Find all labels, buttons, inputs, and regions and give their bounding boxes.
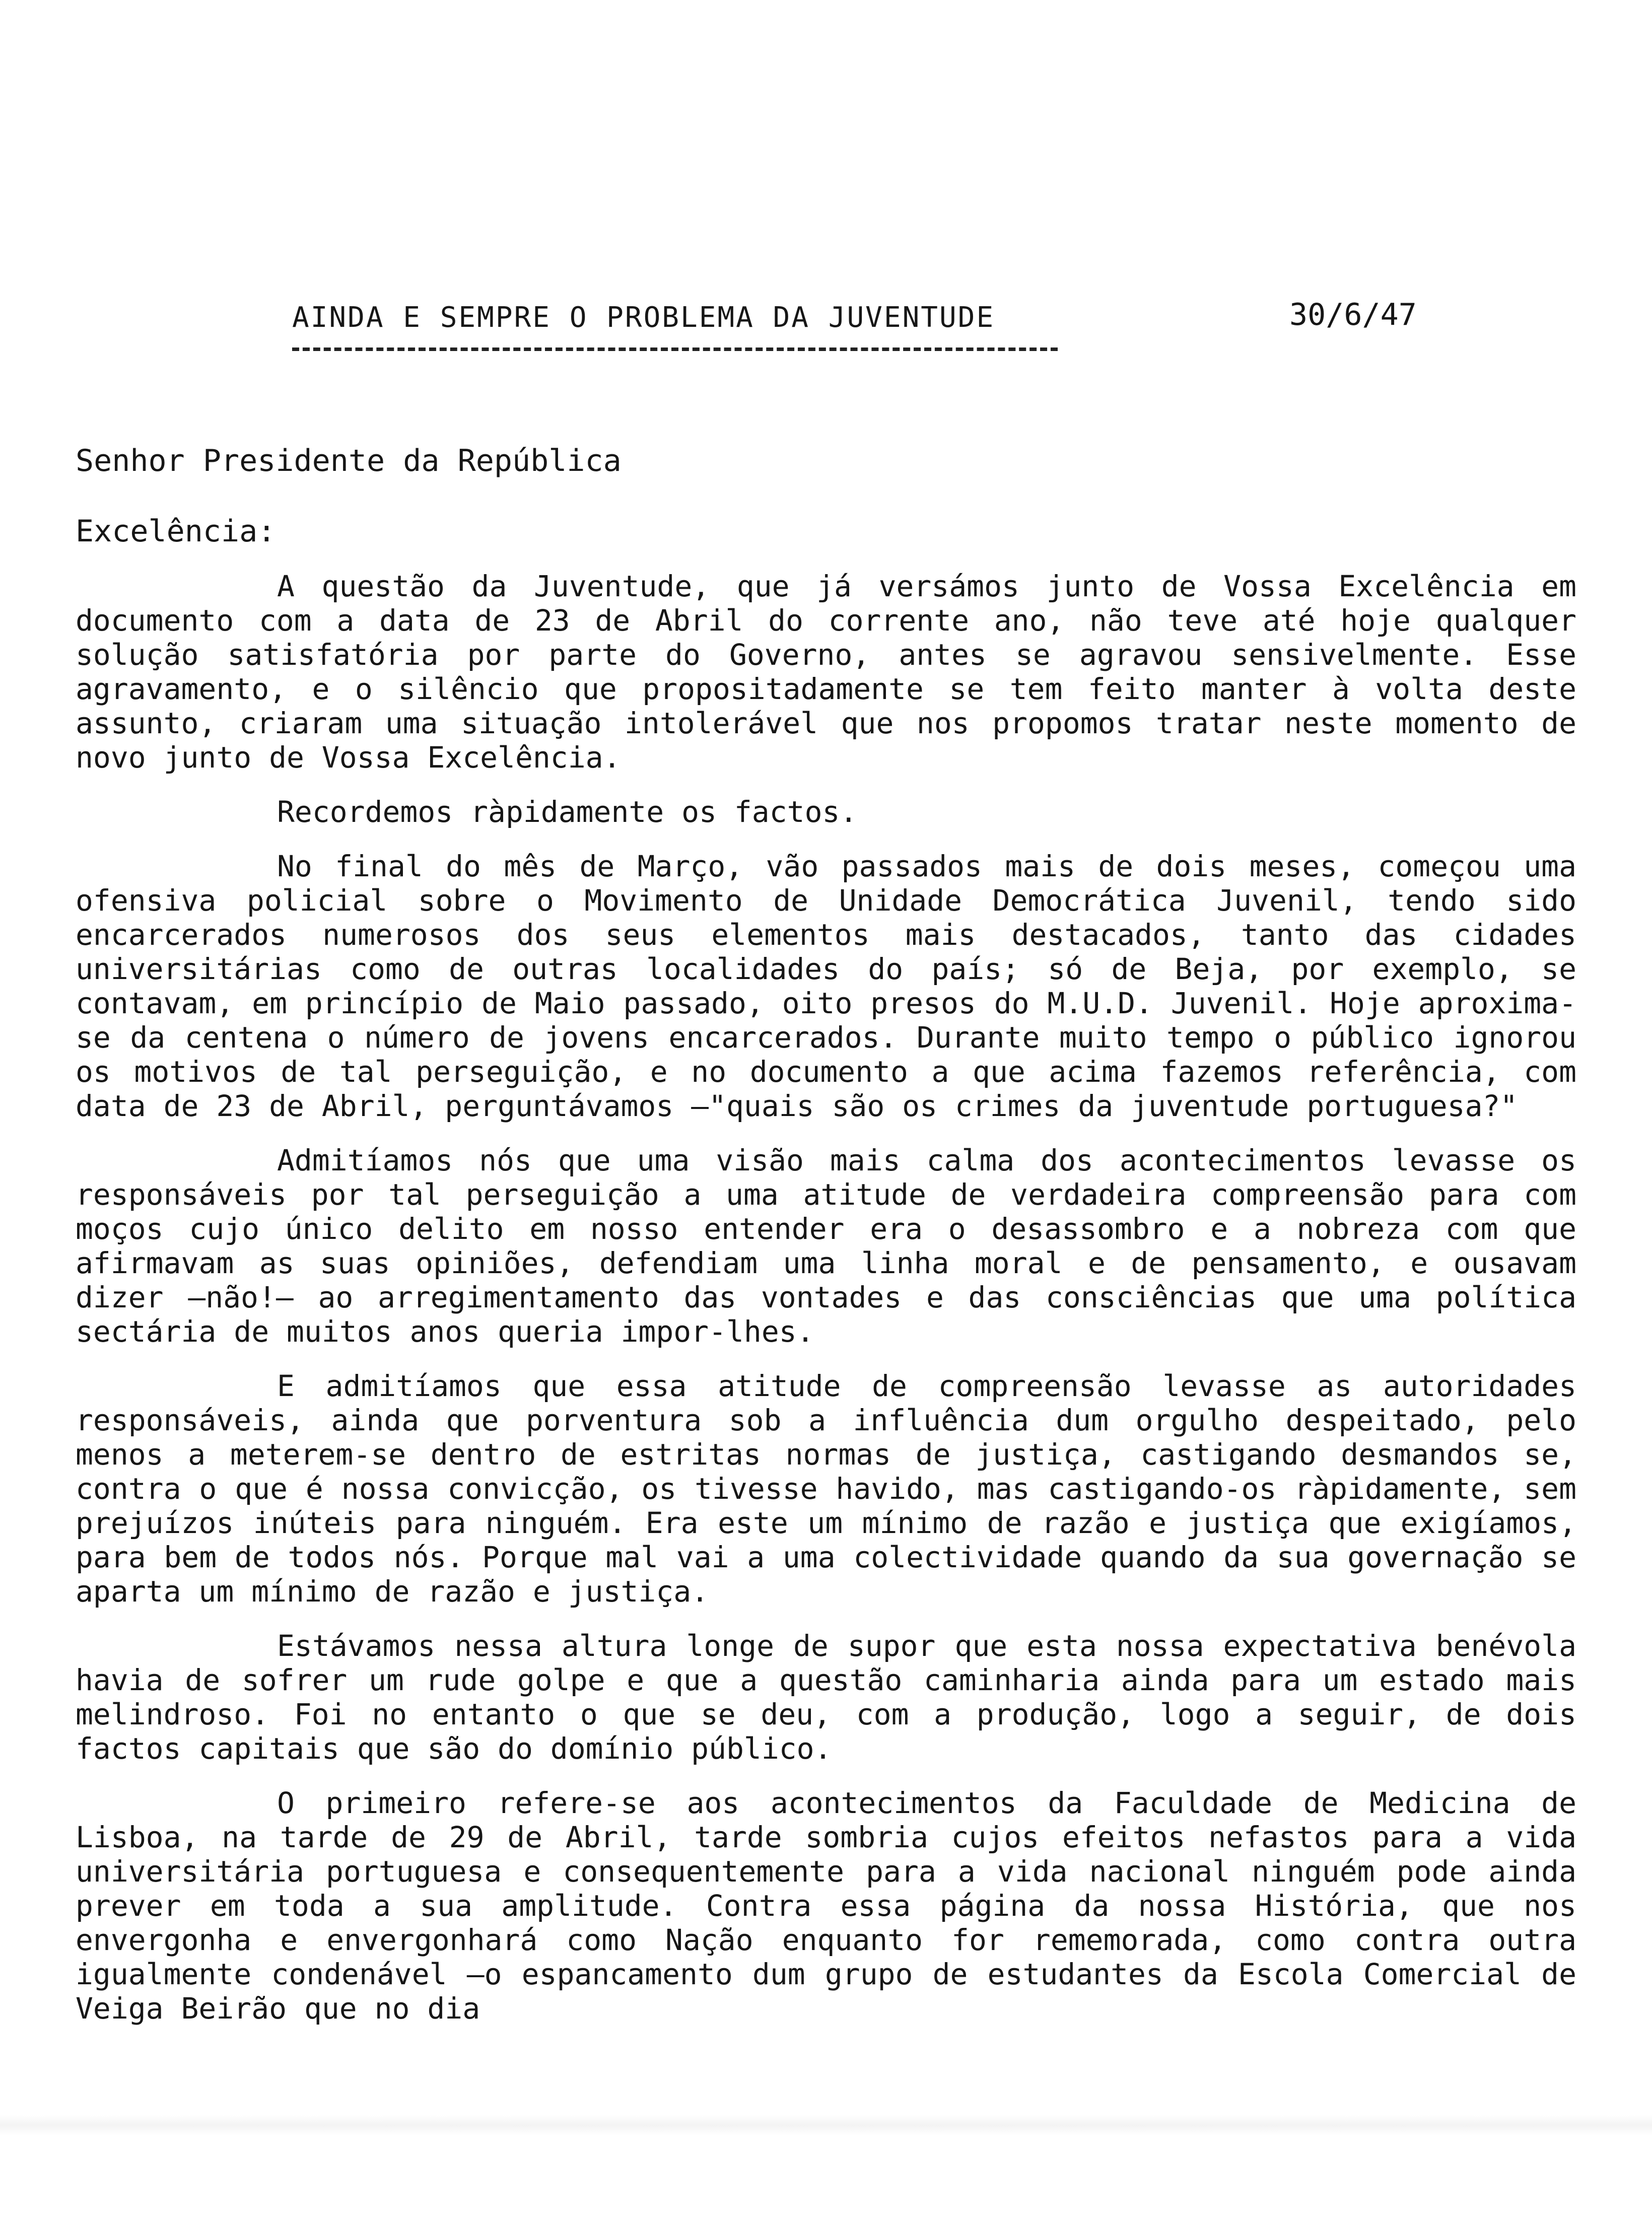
paragraph: A questão da Juventude, que já versámos junto de Vossa Excelência em documento com a data de 23 de Abril do corrente ano, não teve até hoje qualquer solução satisfatória por parte do Governo, antes se agravou sensivelmente. Esse agravamento, e o silêncio que propositadamente se tem feito manter à volta deste assunto, criaram uma situação intolerável que nos propomos tratar neste momento de novo junto de Vossa Excelência. <box>76 569 1576 775</box>
paragraph: E admitíamos que essa atitude de compreensão levasse as autoridades responsáveis, ainda que porventura sob a influência dum orgulho despeitado, pelo menos a meterem-se dentro de estritas normas de justiça, castigando desmandos se, contra o que é nossa convicção, os tivesse havido, mas castigando-os ràpidamente, sem prejuízos inúteis para ninguém. Era este um mínimo de razão e justiça que exigíamos, para bem de todos nós. Porque mal vai a uma colectividade quando da sua governação se aparta um mínimo de razão e justiça. <box>76 1369 1576 1609</box>
scan-shadow <box>0 2115 1652 2135</box>
salutation: Senhor Presidente da República <box>76 443 622 478</box>
greeting: Excelência: <box>76 514 276 549</box>
title-underline <box>292 348 1058 351</box>
letter-body <box>76 569 1576 2046</box>
paragraph: No final do mês de Março, vão passados mais de dois meses, começou uma ofensiva policial sobre o Movimento de Unidade Democrática Juvenil, tendo sido encarcerados numerosos dos seus elementos mais destacados, tanto das cidades universitárias como de outras localidades do país; só de Beja, por exemplo, se contavam, em princípio de Maio passado, oito presos do M.U.D. Juvenil. Hoje aproxima-se da centena o número de jovens encarcerados. Durante muito tempo o público ignorou os motivos de tal perseguição, e no documento a que acima fazemos referência, com data de 23 de Abril, perguntávamos —"quais são os crimes da juventude portuguesa?" <box>76 849 1576 1123</box>
paragraph: Recordemos ràpidamente os factos. <box>277 795 858 829</box>
paragraph: Admitíamos nós que uma visão mais calma dos acontecimentos levasse os responsáveis por tal perseguição a uma atitude de verdadeira compreensão para com moços cujo único delito em nosso entender era o desassombro e a nobreza com que afirmavam as suas opiniões, defendiam uma linha moral e de pensamento, e ousavam dizer —não!— ao arregimentamento das vontades e das consciências que uma política sectária de muitos anos queria impor-lhes. <box>76 1143 1576 1349</box>
paragraph: Estávamos nessa altura longe de supor que esta nossa expectativa benévola havia de sofrer um rude golpe e que a questão caminharia ainda para um estado mais melindroso. Foi no entanto o que se deu, com a produção, logo a seguir, de dois factos capitais que são do domínio público. <box>76 1629 1576 1766</box>
paragraph: O primeiro refere-se aos acontecimentos da Faculdade de Medicina de Lisboa, na tarde de 29 de Abril, tarde sombria cujos efeitos nefastos para a vida universitária portuguesa e consequentemente para a vida nacional ninguém pode ainda prever em toda a sua amplitude. Contra essa página da nossa História, que nos envergonha e envergonhará como Nação enquanto for rememorada, como contra outra igualmente condenável —o espancamento dum grupo de estudantes da Escola Comercial de Veiga Beirão que no dia <box>76 1786 1576 2026</box>
document-title: AINDA E SEMPRE O PROBLEMA DA JUVENTUDE <box>292 301 995 334</box>
document-date: 30/6/47 <box>1289 297 1417 332</box>
